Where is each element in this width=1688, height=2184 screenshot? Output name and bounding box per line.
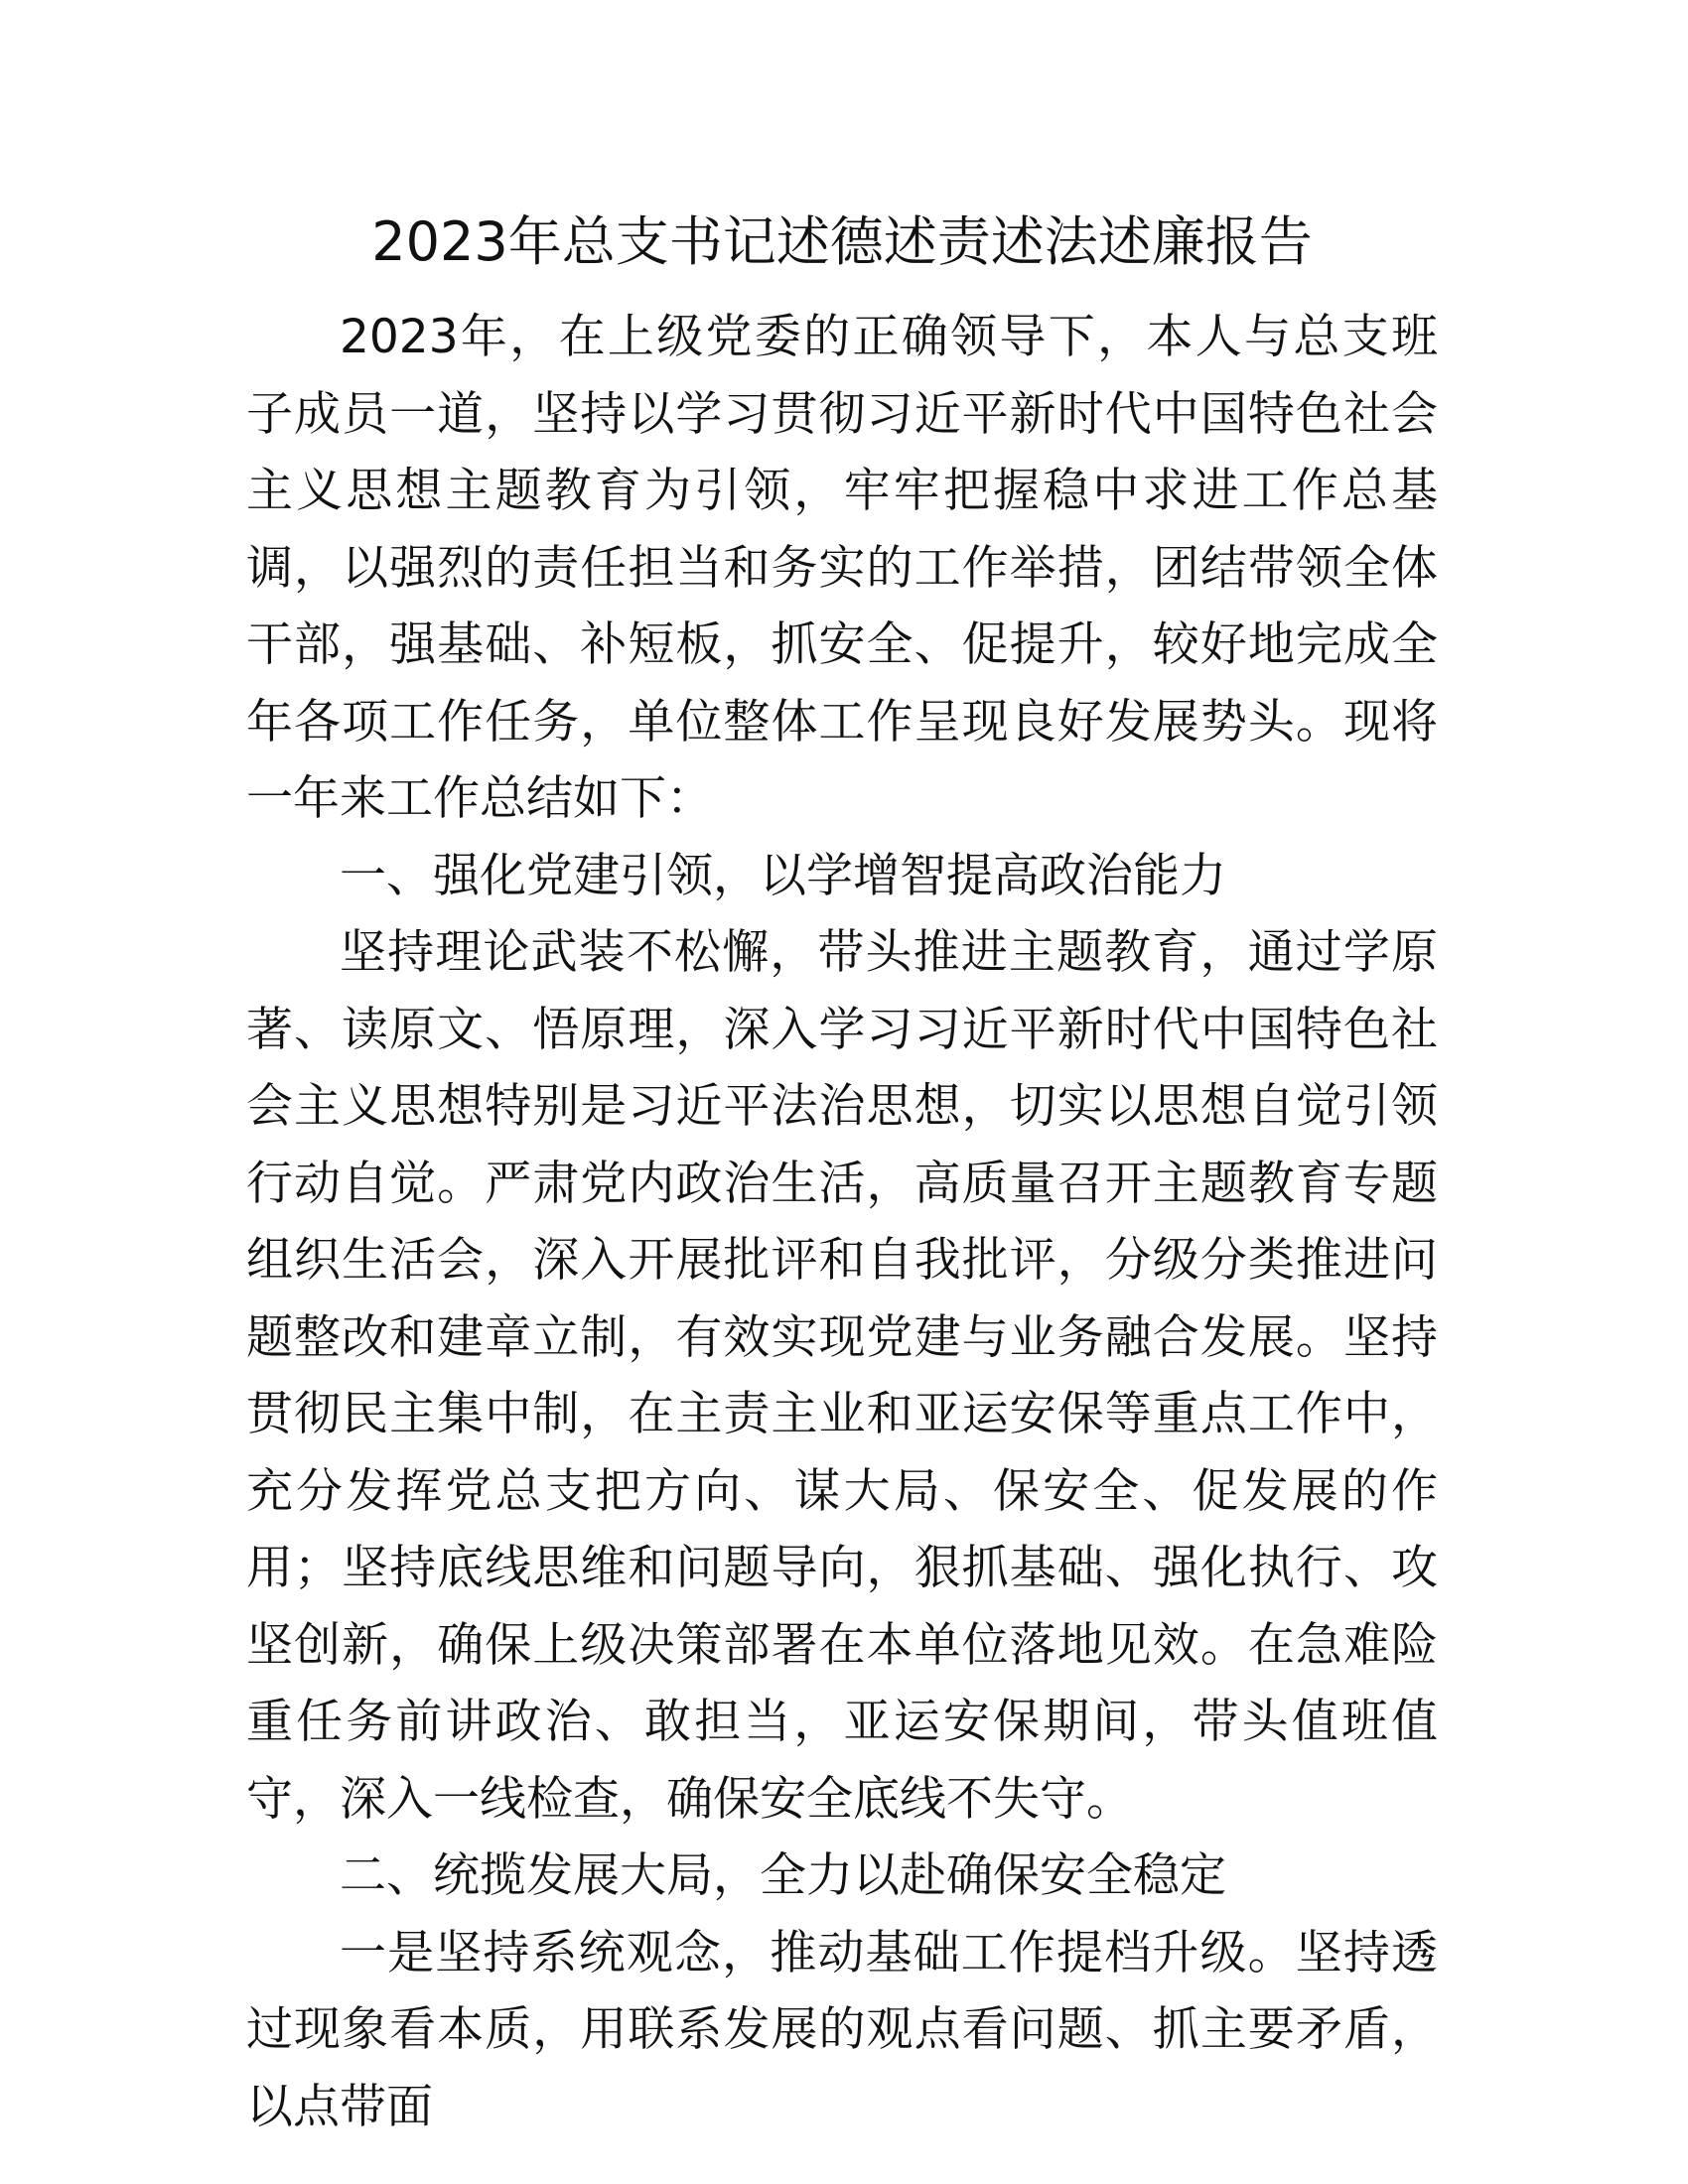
intro-paragraph: 2023年，在上级党委的正确领导下，本人与总支班子成员一道，坚持以学习贯彻习近平新时代中国特色社会主义思想主题教育为引领，牢牢把握稳中求进工作总基调，以强烈的责任担当和务实的工作举措，团结带领全体干部，强基础、补短板，抓安全、促提升，较好地完成全年各项工作任务，单位整体工作呈现良好发展势头。现将一年来工作总结如下： — [246, 310, 1438, 826]
section-heading-2: 二、统揽发展大局，全力以赴确保安全稳定 — [340, 1848, 1226, 1903]
section-2-paragraph: 一是坚持系统观念，推动基础工作提档升级。坚持透过现象看本质，用联系发展的观点看问题、抓主要矛盾，以点带面 — [246, 1925, 1438, 2134]
document-title: 2023年总支书记述德述责述法述廉报告 — [371, 210, 1313, 273]
document-body — [246, 204, 1438, 2145]
section-1-paragraph: 坚持理论武装不松懈，带头推进主题教育，通过学原著、读原文、悟原理，深入学习习近平新时代中国特色社会主义思想特别是习近平法治思想，切实以思想自觉引领行动自觉。严肃党内政治生活，高质量召开主题教育专题组织生活会，深入开展批评和自我批评，分级分类推进问题整改和建章立制，有效实现党建与业务融合发展。坚持贯彻民主集中制，在主责主业和亚运安保等重点工作中，充分发挥党总支把方向、谋大局、保安全、促发展的作用；坚持底线思维和问题导向，狠抓基础、强化执行、攻坚创新，确保上级决策部署在本单位落地见效。在急难险重任务前讲政治、敢担当，亚运安保期间，带头值班值守，深入一线检查，确保安全底线不失守。 — [246, 925, 1438, 1827]
section-heading-1: 一、强化党建引领，以学增智提高政治能力 — [340, 848, 1226, 903]
